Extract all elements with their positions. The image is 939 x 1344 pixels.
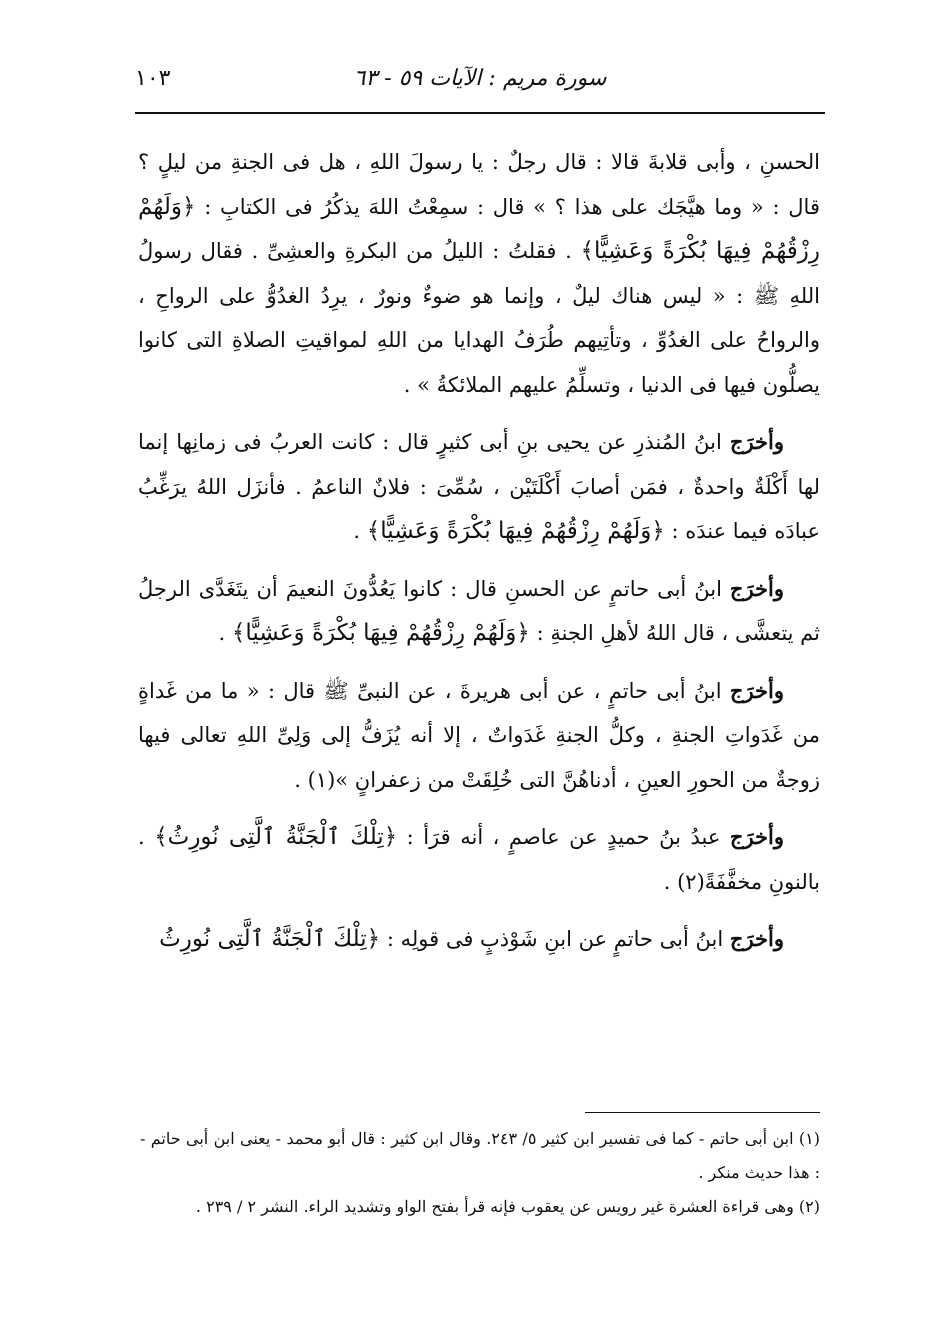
footnote: (٢) وهى قراءة العشرة غير رويس عن يعقوب فإنه قرأ بفتح الواو وتشديد الراء. النشر ٢ / ٢٣٩ .	[195, 1197, 820, 1216]
paragraph-text-after: .	[218, 621, 232, 645]
paragraph-text-after: .	[353, 519, 367, 543]
paragraph	[138, 815, 820, 904]
paragraph-text: ابنُ المُنذرِ عن يحيى بنِ أبى كثيرٍ قال : كانت العربُ فى زمانِها إنما لها أَكْلَةٌ واحدةٌ ، فمَن أصابَ أَكْلَتَيْن ، سُمِّىَ : فلانٌ الناعمُ . فأنزَل اللهُ يرَغِّبُ عبادَه فيما عندَه :	[138, 430, 820, 543]
paragraph	[138, 567, 820, 656]
paragraph-text: ابنُ أبى حاتمٍ عن ابنِ شَوْذبٍ فى قولِه :	[380, 927, 730, 951]
paragraph-text: ابنُ أبى حاتمٍ عن الحسنِ قال : كانوا يَعُدُّونَ النعيمَ أن يتَغَدَّى الرجلُ ثم يتعشَّى ، قال اللهُ لأهلِ الجنةِ :	[138, 576, 820, 645]
paragraph	[138, 140, 820, 407]
paragraph	[138, 669, 820, 803]
paragraph-text-after: (١) .	[294, 767, 336, 792]
paragraph-text: عبدُ بنُ حميدٍ عن عاصمٍ ، أنه قرَأ :	[397, 825, 730, 849]
paragraph-lead: وأخرَج	[729, 429, 784, 454]
quran-verse: ﴿وَلَهُمْ رِزْقُهُمْ فِيهَا بُكْرَةً وَعَشِيًّا﴾	[231, 620, 530, 646]
footnotes	[140, 1122, 820, 1224]
paragraph-text-after: . فقلتُ : الليلُ من البكرةِ والعشِىِّ . فقال رسولُ اللهِ ﷺ : « ليس هناك ليلٌ ، وإنما هو ضوءٌ ونورٌ ، يرِدُ الغدُوُّ على الرواحِ ، والرواحُ على الغدُوِّ ، وتأتِيهم طُرَفُ الهدايا من اللهِ لمواقيتِ الصلاةِ التى كانوا يصلُّون فيها فى الدنيا ، وتسلِّمُ عليهم الملائكةُ » .	[138, 239, 820, 397]
quran-verse: ﴿وَلَهُمْ رِزْقُهُمْ فِيهَا بُكْرَةً وَعَشِيًّا﴾	[138, 193, 821, 264]
paragraph-text: الحسنِ ، وأبى قلابةَ قالا : قال رجلٌ : يا رسولَ اللهِ ، هل فى الجنةِ من ليلٍ ؟ قال : « وما هيَّجَك على هذا ؟ » قال : سمِعْتُ اللهَ يذكُرُ فى الكتابِ :	[138, 150, 820, 219]
page-number: ١٠٣	[135, 66, 171, 91]
footnote: (١) ابن أبى حاتم - كما فى تفسير ابن كثير ٥/ ٢٤٣. وقال ابن كثير : قال أبو محمد - يعنى ابن أبى حاتم - : هذا حديث منكر .	[140, 1129, 820, 1182]
footnote-divider	[585, 1112, 820, 1113]
paragraph-lead: وأخرَج	[729, 926, 784, 951]
quran-verse: ﴿تِلْكَ ٱلْجَنَّةُ ٱلَّتِى نُورِثُ	[159, 926, 381, 952]
paragraph-lead: وأخرَج	[729, 677, 784, 703]
paragraph-text: ابنُ أبى حاتمٍ ، عن أبى هريرةَ ، عن النبىِّ ﷺ قال : « ما من غَداةٍ من غَدَواتِ الجنةِ ، وكلُّ الجنةِ غَدَواتٌ ، إلا أنه يُزَفُّ إلى وَلِىِّ اللهِ تعالى فيها زوجةٌ من الحورِ العينِ ، أدناهُنَّ التى خُلِقَتْ من زعفرانٍ »	[138, 678, 820, 792]
paragraph-text-after: . بالنونِ مخفَّفَةً(٢) .	[138, 825, 820, 894]
paragraph	[138, 420, 820, 554]
running-title: سورة مريم : الآيات ٥٩ - ٦٣	[353, 66, 607, 91]
paragraph	[138, 917, 820, 962]
paragraph-lead: وأخرَج	[729, 824, 784, 849]
quran-verse: ﴿تِلْكَ ٱلْجَنَّةُ ٱلَّتِى نُورِثُ﴾	[154, 824, 398, 850]
running-header	[135, 52, 825, 114]
quran-verse: ﴿وَلَهُمْ رِزْقُهُمْ فِيهَا بُكْرَةً وَعَشِيًّا﴾	[366, 518, 665, 544]
paragraph-lead: وأخرَج	[729, 575, 784, 601]
main-text	[138, 140, 820, 962]
